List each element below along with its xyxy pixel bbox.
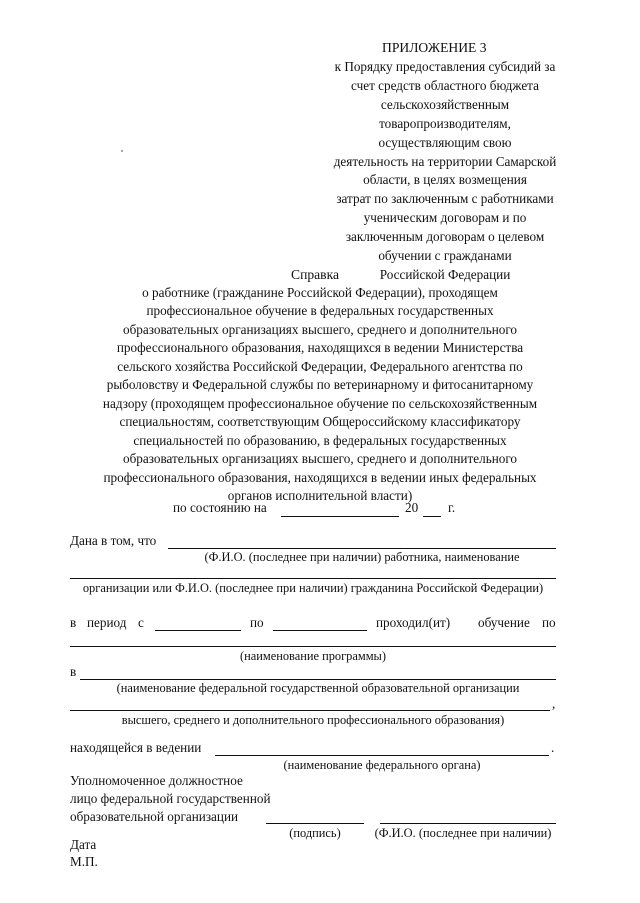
appendix-line: счет средств областного бюджета	[351, 77, 539, 93]
appendix-line: заключенным договорам о целевом	[345, 229, 545, 245]
org-comma: ,	[552, 696, 556, 711]
appendix-line: к Порядку предоставления субсидий за	[334, 59, 556, 74]
issued-org-field[interactable]	[70, 578, 556, 579]
scan-speck	[121, 150, 123, 152]
appendix-line: сельскохозяйственным	[380, 96, 510, 112]
appendix-line: обучении с гражданами	[378, 248, 512, 263]
as-of-label: по состоянию на	[173, 500, 267, 515]
appendix-line: области, в целях возмещения	[363, 172, 527, 188]
agency-field[interactable]	[215, 755, 549, 756]
period-from: с	[138, 615, 144, 630]
appendix-line: осуществляющим свою	[378, 134, 512, 150]
year-field[interactable]	[423, 516, 441, 517]
subtitle-line: специальностей по образованию, в федеральных государственных	[133, 432, 507, 448]
signature-caption: (подпись)	[289, 826, 341, 840]
issued-name-field[interactable]	[168, 548, 556, 549]
period-to: по	[250, 615, 264, 630]
training-by: по	[542, 615, 556, 630]
agency-period: .	[551, 740, 555, 755]
org-name-field[interactable]	[80, 679, 556, 680]
in-label: в	[70, 664, 77, 679]
subtitle-line: надзору (проходящем профессиональное обучение по сельскохозяйственным	[102, 395, 538, 411]
period-from-field[interactable]	[155, 630, 241, 631]
subtitle-line: рыболовству и Федеральной службы по ветеринарному и фитосанитарному	[106, 377, 534, 393]
appendix-line: товаропроизводителям,	[379, 115, 511, 131]
subtitle-line: образовательных организациях высшего, среднего и дополнительного	[122, 321, 518, 337]
issued-caption-2: организации или Ф.И.О. (последнее при наличии) гражданина Российской Федерации)	[82, 581, 544, 595]
program-caption: (наименование программы)	[239, 649, 387, 663]
subtitle-line: о работнике (гражданине Российской Федерации), проходящем	[142, 285, 498, 300]
training-label: обучение	[478, 615, 530, 630]
as-of-date-field[interactable]	[281, 516, 399, 517]
org-caption-2: высшего, среднего и дополнительного профессионального образования)	[121, 713, 505, 727]
subtitle-line: сельского хозяйства Российской Федерации, Федерального агентства по	[117, 358, 523, 374]
subtitle-line: специальностям, соответствующим Общероссийскому классификатору	[119, 414, 521, 430]
subtitle-line: профессиональное обучение в федеральных государственных	[146, 303, 494, 319]
document-title: Справка	[291, 267, 340, 282]
studied-label: проходил(ит)	[376, 615, 451, 630]
org-name-field-2[interactable]	[70, 710, 550, 711]
issued-label: Дана в том, что	[70, 533, 157, 548]
subtitle-line: органов исполнительной власти)	[227, 487, 413, 503]
official-line-2: лицо федеральной государственной	[70, 791, 271, 806]
official-name-field[interactable]	[380, 823, 556, 824]
supervised-label: находящейся в ведении	[70, 740, 202, 755]
subtitle-line: образовательных организациях высшего, среднего и дополнительного	[122, 451, 518, 467]
signature-field[interactable]	[266, 823, 364, 824]
stamp-label: М.П.	[70, 854, 98, 869]
period-word: период	[87, 615, 127, 630]
date-label: Дата	[70, 837, 97, 852]
year-prefix: 20	[405, 500, 419, 515]
appendix-line: Российской Федерации	[379, 266, 511, 282]
official-line-1: Уполномоченное должностное	[70, 773, 243, 788]
org-caption-1: (наименование федеральной государственной образовательной организации	[116, 681, 520, 695]
subtitle-line: профессионального образования, находящихся в ведении Министерства	[116, 340, 524, 356]
official-line-3: образовательной организации	[70, 809, 239, 824]
program-field[interactable]	[70, 646, 556, 647]
agency-caption: (наименование федерального органа)	[283, 758, 481, 772]
subtitle-line: профессионального образования, находящихся в ведении иных федеральных	[103, 469, 537, 485]
issued-caption-1: (Ф.И.О. (последнее при наличии) работника, наименование	[204, 550, 520, 564]
appendix-line: деятельность на территории Самарской	[333, 153, 557, 169]
year-suffix: г.	[448, 500, 456, 515]
appendix-line: ученическим договорам и по	[363, 210, 527, 226]
period-in: в	[70, 615, 77, 630]
period-to-field[interactable]	[273, 630, 367, 631]
name-caption: (Ф.И.О. (последнее при наличии)	[374, 826, 552, 840]
appendix-line: затрат по заключенным с работниками	[336, 191, 554, 207]
appendix-heading: ПРИЛОЖЕНИЕ 3	[382, 40, 487, 55]
